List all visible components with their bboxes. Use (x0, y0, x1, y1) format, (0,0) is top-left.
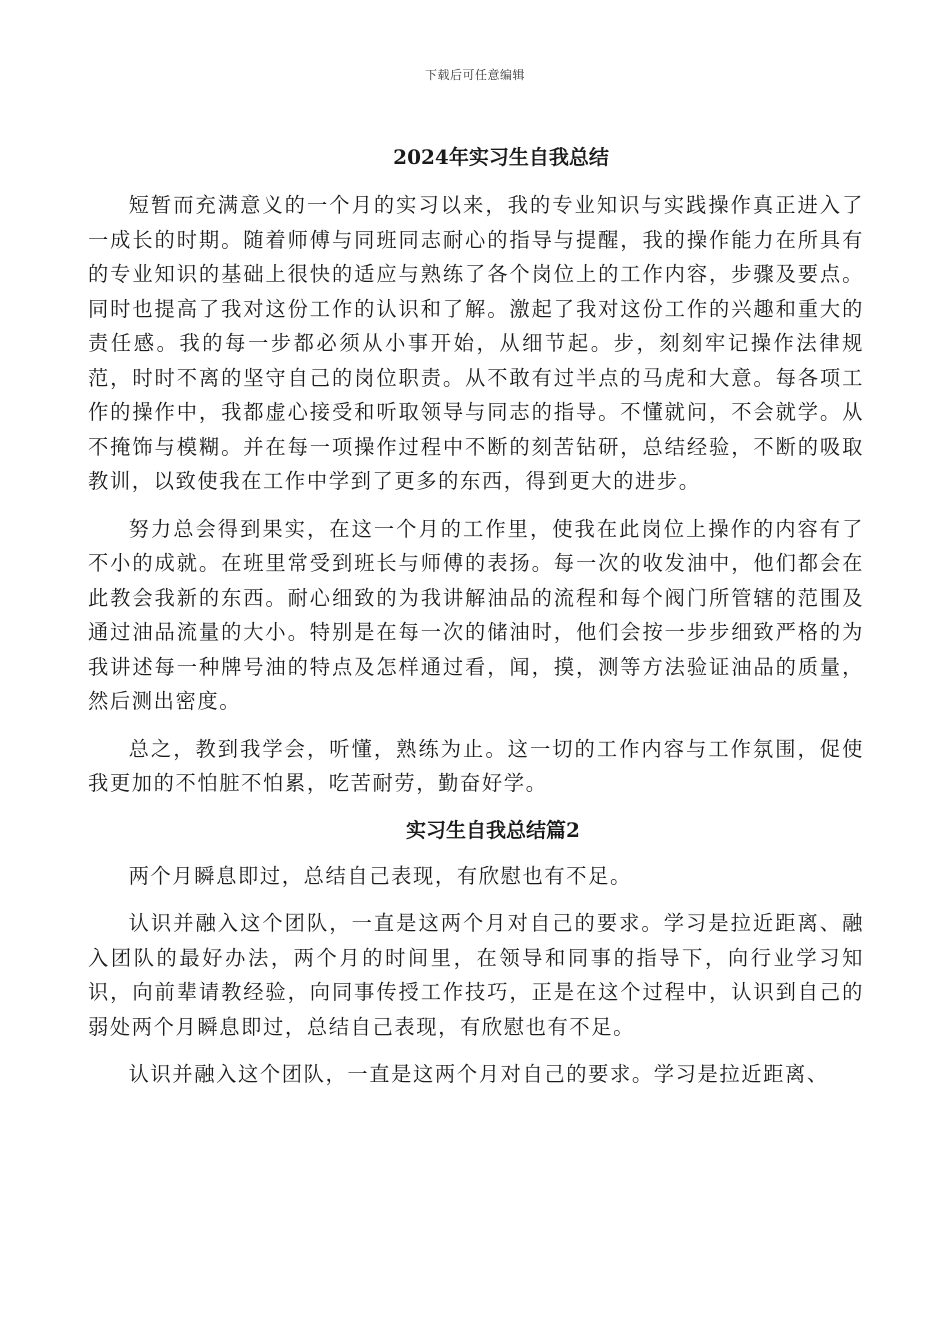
section-title: 实习生自我总结篇2 (406, 817, 580, 842)
paragraph: 努力总会得到果实，在这一个月的工作里，使我在此岗位上操作的内容有了不小的成就。在班里常受到班长与师傅的表扬。每一次的收发油中，他们都会在此教会我新的东西。耐心细致的为我讲解油品的流程和每个阀门所管辖的范围及通过油品流量的大小。特别是在每一次的储油时，他们会按一步步细致严格的为我讲述每一种牌号油的特点及怎样通过看，闻，摸，测等方法验证油品的质量，然后测出密度。 (88, 516, 864, 713)
page-header-note: 下载后可任意编辑 (424, 68, 525, 82)
paragraph: 短暂而充满意义的一个月的实习以来，我的专业知识与实践操作真正进入了一成长的时期。随着师傅与同班同志耐心的指导与提醒，我的操作能力在所具有的专业知识的基础上很快的适应与熟练了各个岗位上的工作内容，步骤及要点。同时也提高了我对这份工作的认识和了解。激起了我对这份工作的兴趣和重大的责任感。我的每一步都必须从小事开始，从细节起。步，刻刻牢记操作法律规范，时时不离的坚守自己的岗位职责。从不敢有过半点的马虎和大意。每各项工作的操作中，我都虚心接受和听取领导与同志的指导。不懂就问，不会就学。从不掩饰与模糊。并在每一项操作过程中不断的刻苦钻研，总结经验，不断的吸取教训，以致使我在工作中学到了更多的东西，得到更大的进步。 (88, 193, 864, 493)
paragraph: 认识并融入这个团队，一直是这两个月对自己的要求。学习是拉近距离、融入团队的最好办法，两个月的时间里，在领导和同事的指导下，向行业学习知识，向前辈请教经验，向同事传授工作技巧，正是在这个过程中，认识到自己的弱处两个月瞬息即过，总结自己表现，有欣慰也有不足。 (88, 911, 864, 1039)
paragraph: 两个月瞬息即过，总结自己表现，有欣慰也有不足。 (128, 863, 632, 888)
paragraph: 总之，教到我学会，听懂，熟练为止。这一切的工作内容与工作氛围，促使我更加的不怕脏不怕累，吃苦耐劳，勤奋好学。 (88, 736, 864, 795)
document-body (88, 142, 864, 1105)
document-title: 2024年实习生自我总结 (393, 145, 609, 169)
paragraph: 认识并融入这个团队，一直是这两个月对自己的要求。学习是拉近距离、 (128, 1062, 829, 1086)
